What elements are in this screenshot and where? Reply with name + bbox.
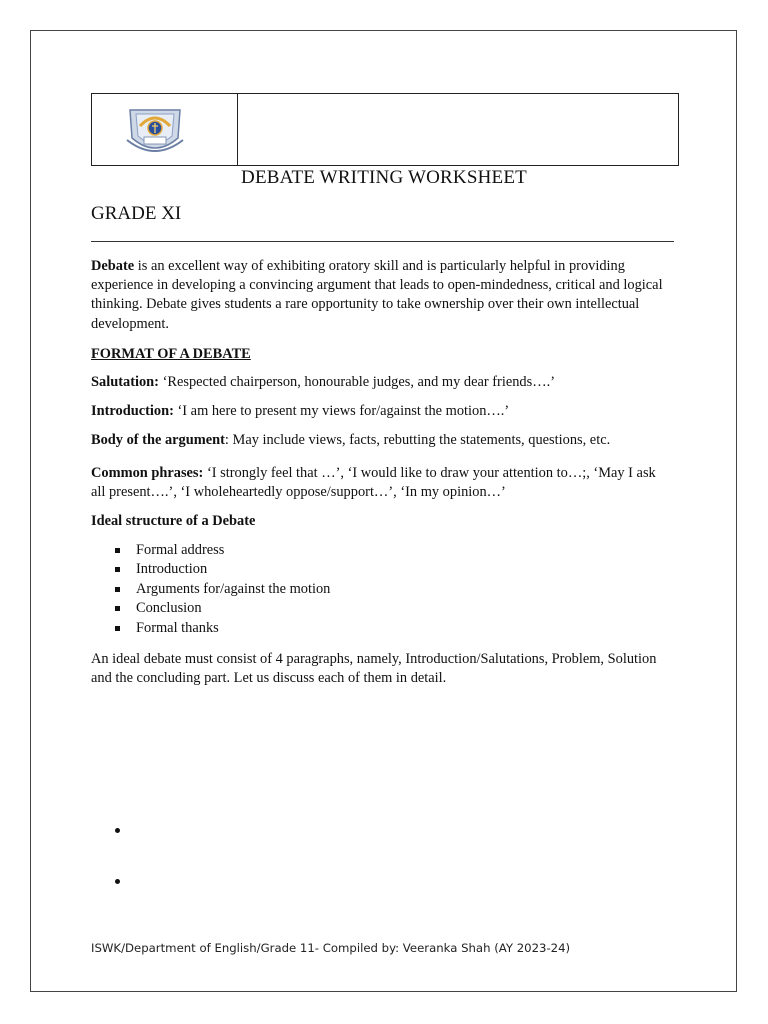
common-phrases-line [91, 464, 671, 502]
introduction-text: ‘I am here to present my views for/against the motion….’ [173, 403, 510, 419]
salutation-line [91, 373, 671, 392]
bullet-dot-icon [115, 828, 120, 833]
introduction-label: Introduction: [91, 403, 174, 419]
common-text: ‘I strongly feel that …’, ‘I would like to draw your attention to…;, ‘May I ask all present….’, ‘I wholeheartedly oppose/support…’, ‘In my opinion…’ [91, 465, 656, 501]
intro-paragraph [91, 257, 671, 334]
school-crest-logo-icon [122, 104, 188, 160]
header-table [91, 93, 679, 166]
list-item: Conclusion [91, 599, 651, 618]
ideal-structure-heading: Ideal structure of a Debate [91, 513, 256, 529]
intro-text: is an excellent way of exhibiting oratory skill and is particularly helpful in providing experience in developing a convincing argument that leads to open-mindedness, critical and logical thinking. Debate gives students a rare opportunity to take ownership over their own intellectual development. [91, 258, 663, 332]
format-heading: FORMAT OF A DEBATE [91, 346, 251, 362]
body-text: : May include views, facts, rebutting the statements, questions, etc. [224, 432, 611, 448]
salutation-text: ‘Respected chairperson, honourable judges, and my dear friends….’ [158, 374, 555, 390]
structure-list [91, 541, 651, 638]
divider-rule [91, 241, 674, 242]
list-item: Formal address [91, 541, 651, 560]
header-blank-cell [238, 94, 678, 165]
body-argument-line [91, 431, 671, 450]
page-footer: ISWK/Department of English/Grade 11- Compiled by: Veeranka Shah (AY 2023-24) [91, 941, 571, 955]
intro-term: Debate [91, 258, 135, 274]
list-item: Arguments for/against the motion [91, 580, 651, 599]
list-item: Formal thanks [91, 619, 651, 638]
logo-cell [92, 94, 238, 165]
introduction-line [91, 402, 671, 421]
salutation-label: Salutation: [91, 374, 159, 390]
worksheet-title: DEBATE WRITING WORKSHEET [241, 167, 527, 188]
body-label: Body of the argument [91, 432, 225, 448]
closing-paragraph: An ideal debate must consist of 4 paragraphs, namely, Introduction/Salutations, Problem, Solution and the concluding part. Let us discuss each of them in detail. [91, 651, 657, 687]
list-item: Introduction [91, 560, 651, 579]
bullet-dot-icon [115, 879, 120, 884]
common-label: Common phrases: [91, 465, 204, 481]
grade-label: GRADE XI [91, 203, 182, 224]
